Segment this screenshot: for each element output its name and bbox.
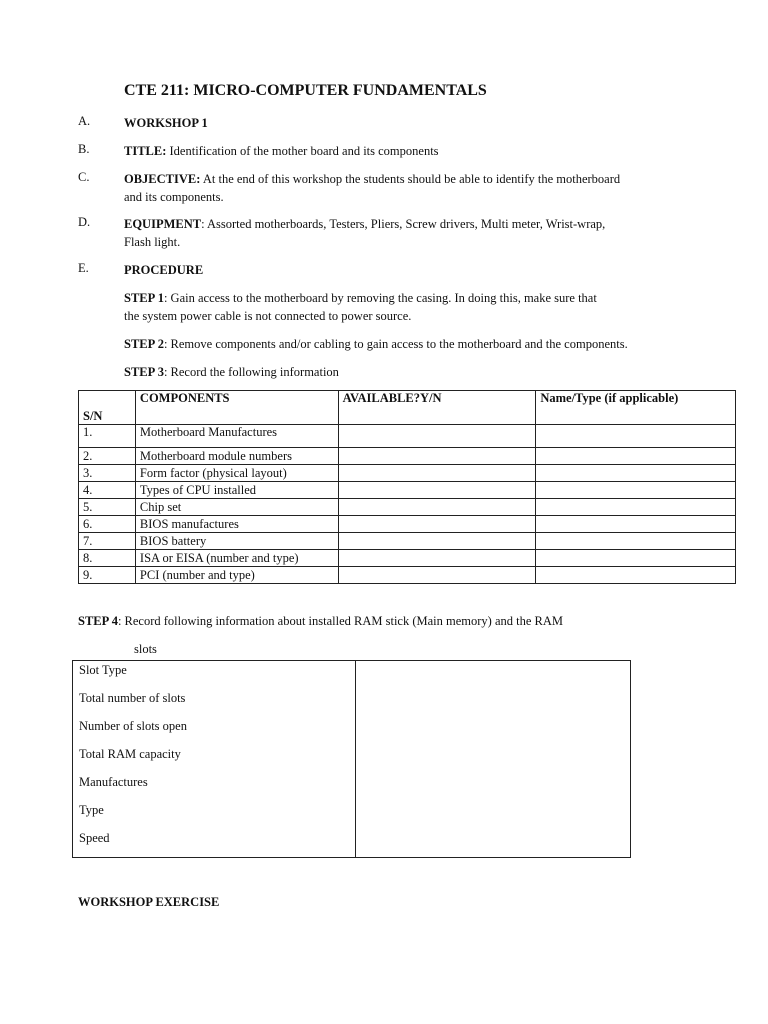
components-table (78, 390, 736, 584)
row-name-type-cell[interactable] (536, 425, 736, 448)
row-sn: 4. (79, 482, 136, 499)
title-text: Identification of the mother board and its components (166, 144, 439, 158)
step-2-line (124, 335, 628, 353)
ram-table-row (73, 661, 631, 858)
step-3-label: STEP 3 (124, 365, 164, 379)
step-1-line-1 (124, 289, 597, 307)
step-1-text: : Gain access to the motherboard by removing the casing. In doing this, make sure that (163, 291, 597, 305)
objective-label: OBJECTIVE: (124, 172, 201, 186)
ram-item-total-capacity: Total RAM capacity (79, 747, 181, 761)
row-component: Chip set (135, 499, 338, 516)
equipment-text: : Assorted motherboards, Testers, Pliers, Screw drivers, Multi meter, Wrist-wrap, (201, 217, 606, 231)
table-row (79, 448, 736, 465)
row-sn: 7. (79, 533, 136, 550)
row-sn: 8. (79, 550, 136, 567)
row-component: PCI (number and type) (135, 567, 338, 584)
row-available-cell[interactable] (338, 425, 536, 448)
row-available-cell[interactable] (338, 516, 536, 533)
section-c-line-2: and its components. (124, 190, 224, 204)
row-name-type-cell[interactable] (536, 482, 736, 499)
ram-labels-cell (73, 661, 356, 858)
section-d-letter: D. (78, 215, 91, 229)
row-component: Types of CPU installed (135, 482, 338, 499)
row-available-cell[interactable] (338, 533, 536, 550)
section-c-letter: C. (78, 170, 90, 184)
ram-table (72, 660, 631, 858)
step-2-text: : Remove components and/or cabling to gain access to the motherboard and the components. (163, 337, 628, 351)
row-available-cell[interactable] (338, 567, 536, 584)
header-components: COMPONENTS (135, 391, 338, 425)
row-sn: 9. (79, 567, 136, 584)
workshop-exercise-heading: WORKSHOP EXERCISE (78, 895, 220, 909)
header-available: AVAILABLE?Y/N (338, 391, 536, 425)
row-name-type-cell[interactable] (536, 550, 736, 567)
row-available-cell[interactable] (338, 465, 536, 482)
row-available-cell[interactable] (338, 482, 536, 499)
row-name-type-cell[interactable] (536, 499, 736, 516)
document-title: CTE 211: MICRO-COMPUTER FUNDAMENTALS (124, 82, 487, 99)
row-sn: 6. (79, 516, 136, 533)
section-b-letter: B. (78, 142, 90, 156)
section-a-heading: WORKSHOP 1 (124, 116, 208, 130)
ram-item-slots-open: Number of slots open (79, 719, 187, 733)
row-component: Motherboard Manufactures (135, 425, 338, 448)
step-2-label: STEP 2 (124, 337, 164, 351)
row-component: BIOS manufactures (135, 516, 338, 533)
step-1-label: STEP 1 (124, 291, 164, 305)
step-1-line-2: the system power cable is not connected to power source. (124, 309, 412, 323)
ram-values-cell[interactable] (356, 661, 631, 858)
step-3-text: : Record the following information (163, 365, 339, 379)
table-row (79, 465, 736, 482)
step-4-line (78, 614, 563, 629)
table-row (79, 516, 736, 533)
table-row (79, 550, 736, 567)
row-sn: 1. (79, 425, 136, 448)
step-4-line-2: slots (134, 642, 157, 656)
section-a-letter: A. (78, 114, 91, 128)
ram-item-type: Type (79, 803, 104, 817)
row-available-cell[interactable] (338, 499, 536, 516)
row-sn: 2. (79, 448, 136, 465)
row-available-cell[interactable] (338, 550, 536, 567)
ram-item-speed: Speed (79, 831, 110, 845)
row-sn: 5. (79, 499, 136, 516)
row-name-type-cell[interactable] (536, 516, 736, 533)
table-row (79, 425, 736, 448)
header-sn: S/N (79, 391, 136, 425)
row-name-type-cell[interactable] (536, 465, 736, 482)
step-4-label: STEP 4 (78, 614, 118, 628)
table-row (79, 499, 736, 516)
table-row (79, 482, 736, 499)
section-d-line-2: Flash light. (124, 235, 181, 249)
row-component: ISA or EISA (number and type) (135, 550, 338, 567)
row-name-type-cell[interactable] (536, 533, 736, 550)
row-available-cell[interactable] (338, 448, 536, 465)
row-name-type-cell[interactable] (536, 448, 736, 465)
ram-item-total-slots: Total number of slots (79, 691, 186, 705)
table-row (79, 567, 736, 584)
ram-item-manufactures: Manufactures (79, 775, 148, 789)
ram-item-slot-type: Slot Type (79, 663, 127, 677)
section-c-line-1 (124, 170, 620, 188)
table-row (79, 533, 736, 550)
row-sn: 3. (79, 465, 136, 482)
objective-text: At the end of this workshop the students should be able to identify the motherboard (200, 172, 621, 186)
header-name-type: Name/Type (if applicable) (536, 391, 736, 425)
section-b-line (124, 142, 439, 160)
components-table-header (79, 391, 736, 425)
row-component: Motherboard module numbers (135, 448, 338, 465)
row-component: BIOS battery (135, 533, 338, 550)
equipment-label: EQUIPMENT (124, 217, 202, 231)
step-4-text: : Record following information about installed RAM stick (Main memory) and the RAM (117, 614, 564, 628)
section-e-letter: E. (78, 261, 89, 275)
title-label: TITLE: (124, 144, 167, 158)
step-3-line (124, 363, 339, 381)
row-name-type-cell[interactable] (536, 567, 736, 584)
section-d-line-1 (124, 215, 605, 233)
row-component: Form factor (physical layout) (135, 465, 338, 482)
procedure-heading: PROCEDURE (124, 263, 204, 277)
